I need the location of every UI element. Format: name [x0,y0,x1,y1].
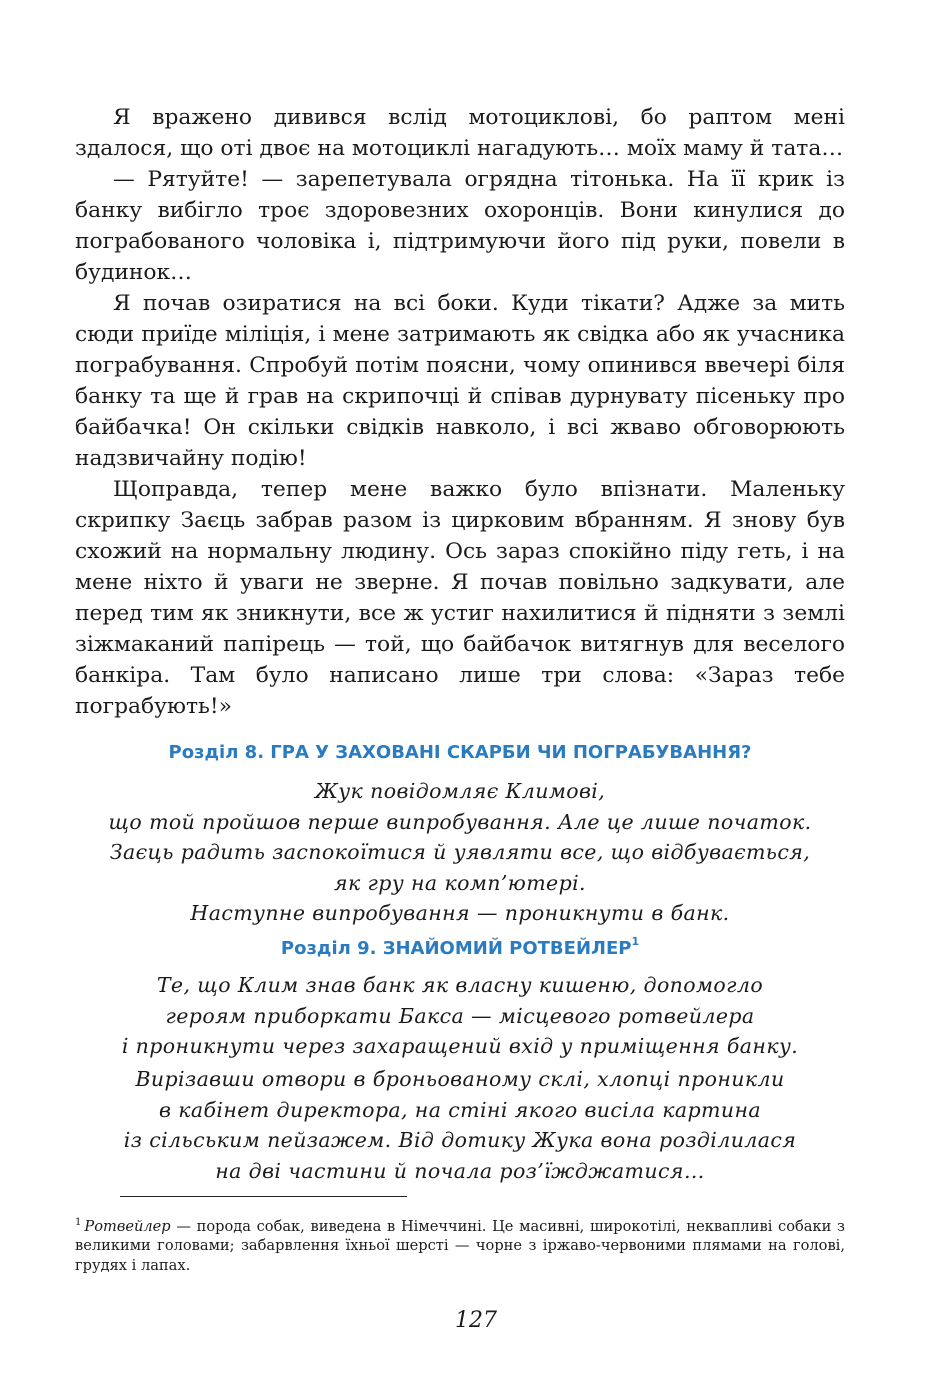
footnote [75,1213,845,1275]
footnote-term: Ротвейлер [84,1217,171,1235]
summary-line: Те, що Клим знав банк як власну кишеню, допомогло [156,973,764,997]
summary-line: і проникнути через захаращений вхід у приміщення банку. [121,1034,799,1058]
summary-line: Наступне випробування — проникнути в банк. [190,901,730,925]
summary-line: що той пройшов перше випробування. Але це лише початок. [108,809,812,834]
summary-line: героям приборкати Бакса — місцевого ротвейлера [165,1003,755,1028]
footnote-number: 1 [75,1217,82,1228]
chapter-9-heading-text: Розділ 9. ЗНАЙОМИЙ РОТВЕЙЛЕР [280,938,632,959]
chapter-9-heading [75,937,845,959]
footnote-mark[interactable]: 1 [631,935,640,948]
chapter-9-summary-2 [75,1064,845,1186]
summary-line: Вирізавши отвори в броньованому склі, хлопці проникли [135,1067,785,1091]
summary-line: в кабінет директора, на стіні якого висіла картина [158,1097,761,1122]
chapter-9-summary-1 [75,970,845,1062]
footnote-text: — порода собак, виведена в Німеччині. Це масивні, широкотілі, неквапливі собаки з великими головами; забарвлення їхньої шерсті — чорне з іржаво-червоними плямами на голові, грудях і лапах. [75,1217,845,1274]
paragraph: — Рятуйте! — зарепетувала огрядна тітонька. На її крик із банку вибігло троє здоровезних охоронців. Вони кинулися до пограбованого чоловіка і, підтримуючи його під руки, повели в будинок… [75,167,845,285]
summary-line: як гру на комп’ютері. [334,870,586,895]
footnote-divider [120,1196,407,1197]
summary-line: Заєць радить заспокоїтися й уявляти все, що відбувається, [109,840,811,864]
paragraph: Щоправда, тепер мене важко було впізнати. Маленьку скрипку Заєць забрав разом із цирковим вбранням. Я знову був схожий на нормальну людину. Ось зараз спокійно піду геть, і на мене ніхто й уваги не зверне. Я почав повільно задкувати, але перед тим як зникнути, все ж устиг нахилитися й підняти з землі зіжмаканий папірець — той, що байбачок витягнув для веселого банкіра. Там було написано лише три слова: «Зараз тебе пограбують!» [75,477,845,719]
paragraph: Я вражено дивився вслід мотоциклові, бо раптом мені здалося, що оті двоє на мотоциклі нагадують… моїх маму й тата… [75,105,845,161]
summary-line: на дві частини й почала роз’їжджатися… [215,1158,705,1183]
paragraph: Я почав озиратися на всі боки. Куди тікати? Адже за мить сюди приїде міліція, і мене затримають як свідка або як учасника пограбування. Спробуй потім поясни, чому опинився ввечері біля банку та ще й грав на скрипочці й співав дурнувату пісеньку про байбачка! Он скільки свідків навколо, і всі жваво обговорюють надзвичайну подію! [75,291,845,471]
summary-line: із сільським пейзажем. Від дотику Жука вона розділилася [123,1128,797,1152]
chapter-8-heading: Розділ 8. ГРА У ЗАХОВАНІ СКАРБИ ЧИ ПОГРАБУВАННЯ? [168,742,752,763]
page-number: 127 [455,1308,497,1333]
summary-line: Жук повідомляє Климові, [314,779,606,803]
main-text [75,102,845,722]
chapter-8-summary [75,776,845,929]
